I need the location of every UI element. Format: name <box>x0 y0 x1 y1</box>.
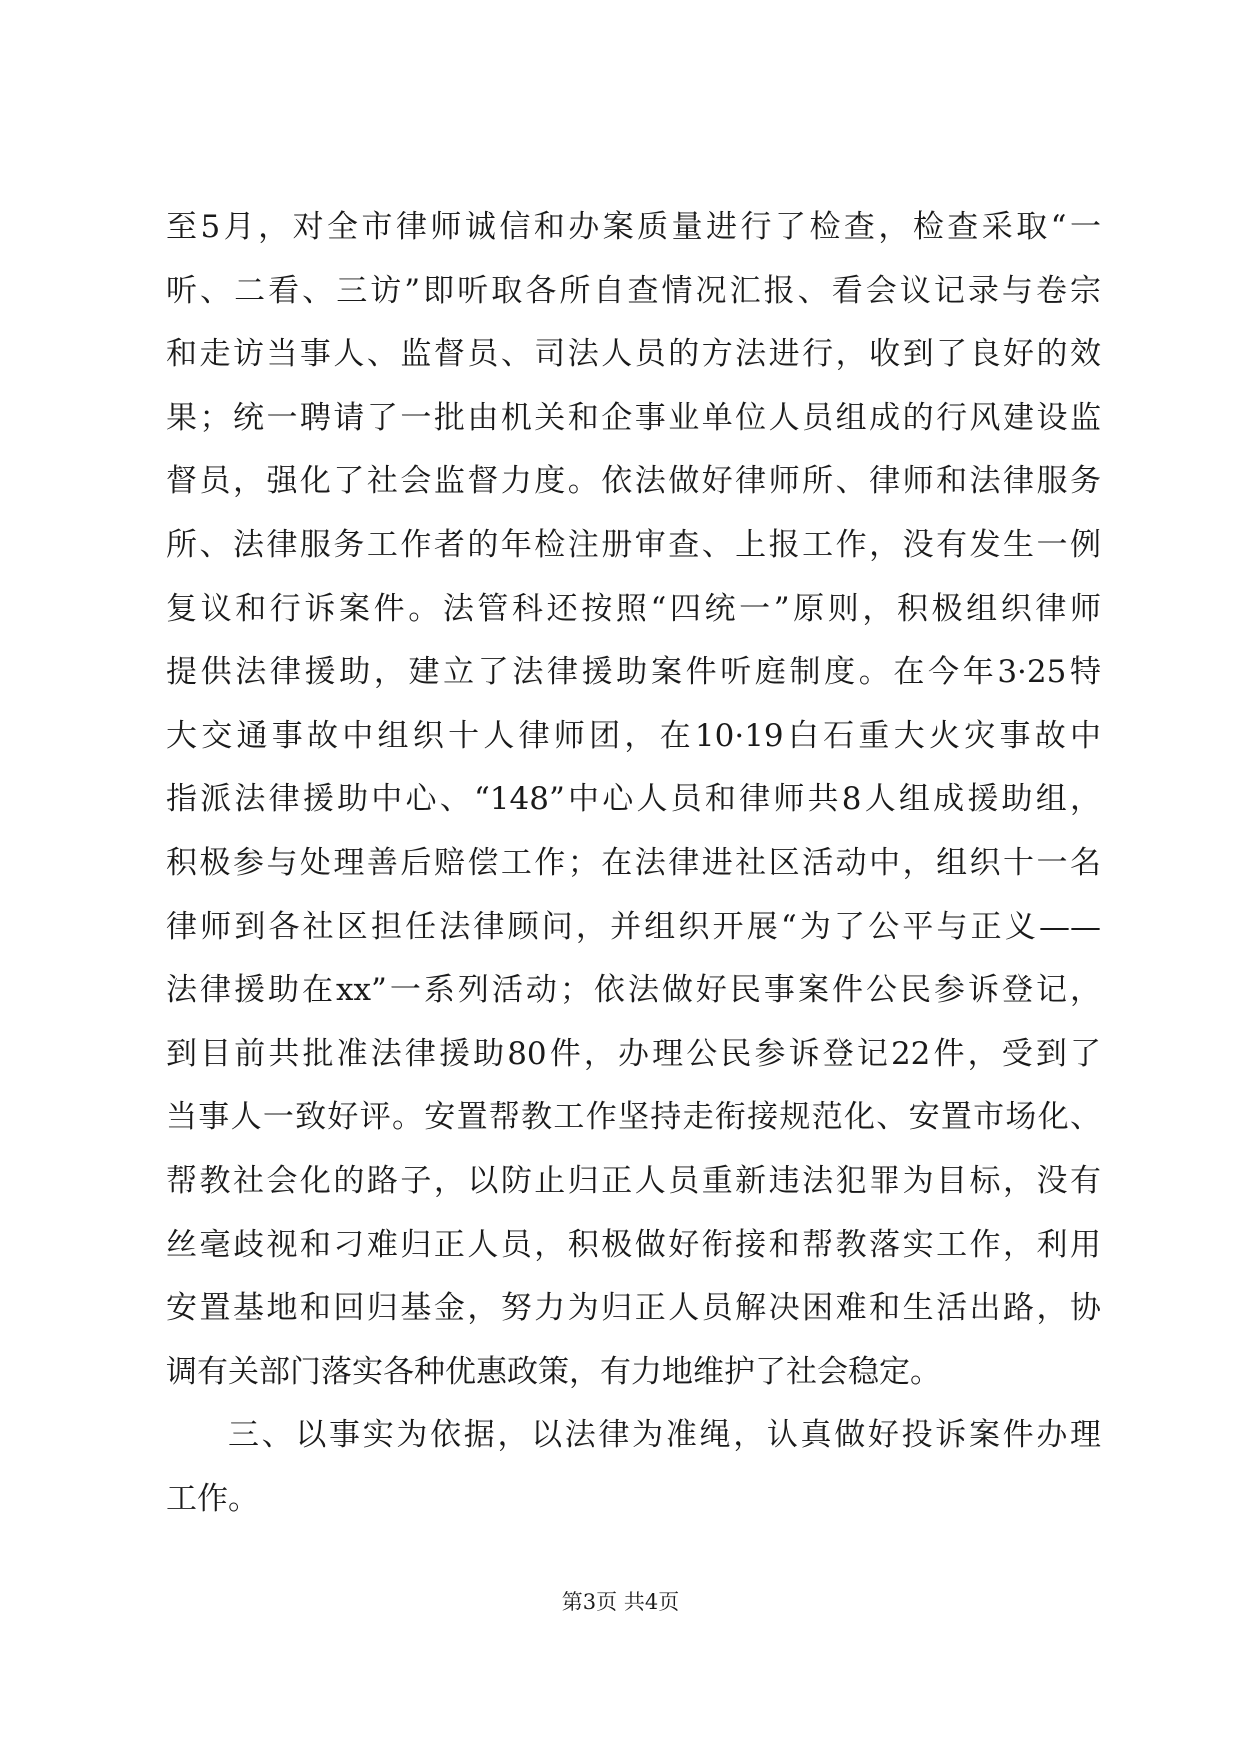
text-line: 至5月，对全市律师诚信和办案质量进行了检查，检查采取“一 <box>166 209 1101 245</box>
text-line: 帮教社会化的路子，以防止归正人员重新违法犯罪为目标，没有 <box>166 1162 1101 1199</box>
text-line: 丝毫歧视和刁难归正人员，积极做好衔接和帮教落实工作，利用 <box>166 1226 1101 1263</box>
text-line: 工作。 <box>166 1480 259 1517</box>
text-line: 所、法律服务工作者的年检注册审查、上报工作，没有发生一例 <box>166 526 1101 563</box>
text-line: 当事人一致好评。安置帮教工作坚持走衔接规范化、安置市场化、 <box>166 1099 1101 1136</box>
text-line: 和走访当事人、监督员、司法人员的方法进行，收到了良好的效 <box>166 336 1101 373</box>
text-line: 安置基地和回归基金，努力为归正人员解决困难和生活出路，协 <box>166 1290 1101 1327</box>
text-line: 指派法律援助中心、“148”中心人员和律师共8人组成援助组， <box>166 781 1101 818</box>
text-line: 提供法律援助，建立了法律援助案件听庭制度。在今年3·25特 <box>166 654 1101 691</box>
text-line: 三、以事实为依据，以法律为准绳，认真做好投诉案件办理 <box>228 1417 1101 1454</box>
text-line: 听、二看、三访”即听取各所自查情况汇报、看会议记录与卷宗 <box>166 272 1101 309</box>
text-line: 复议和行诉案件。法管科还按照“四统一”原则，积极组织律师 <box>166 590 1101 627</box>
text-line: 法律援助在xx”一系列活动；依法做好民事案件公民参诉登记， <box>166 972 1101 1009</box>
text-line: 调有关部门落实各种优惠政策，有力地维护了社会稳定。 <box>166 1353 941 1390</box>
text-line: 大交通事故中组织十人律师团，在10·19白石重大火灾事故中 <box>166 717 1101 754</box>
text-line: 到目前共批准法律援助80件，办理公民参诉登记22件，受到了 <box>166 1035 1101 1072</box>
text-line: 果；统一聘请了一批由机关和企事业单位人员组成的行风建设监 <box>166 399 1101 436</box>
page-number-footer: 第3页 共4页 <box>561 1590 680 1614</box>
text-line: 律师到各社区担任法律顾问，并组织开展“为了公平与正义—— <box>166 908 1101 945</box>
paragraph-2 <box>166 1404 1101 1531</box>
paragraph-1 <box>166 196 1101 1404</box>
text-line: 督员，强化了社会监督力度。依法做好律师所、律师和法律服务 <box>166 463 1101 500</box>
text-line: 积极参与处理善后赔偿工作；在法律进社区活动中，组织十一名 <box>166 844 1101 881</box>
body-text <box>166 196 1101 1531</box>
